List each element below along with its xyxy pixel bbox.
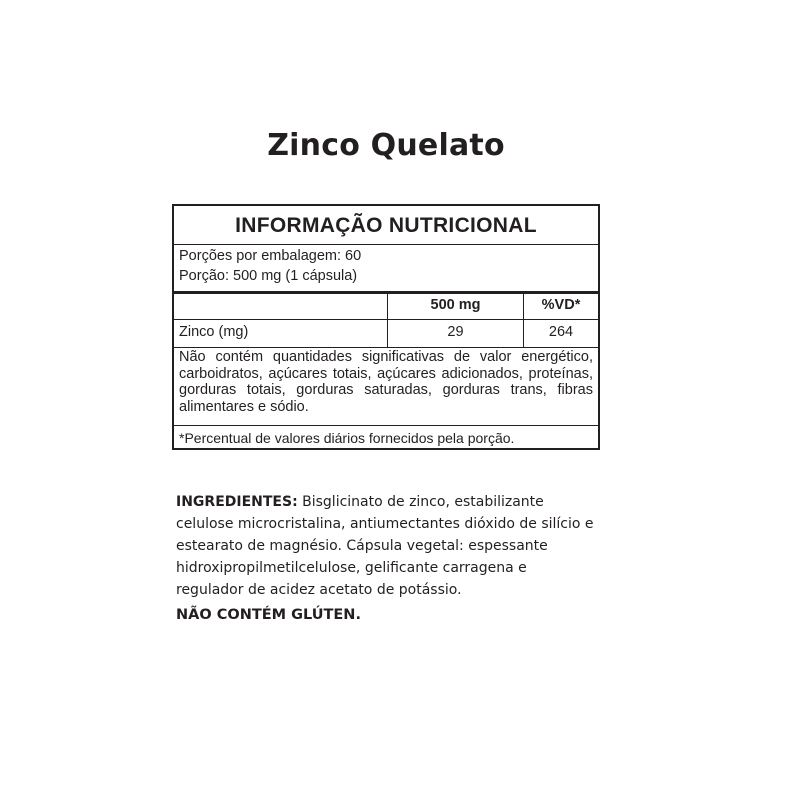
divider <box>174 319 598 320</box>
nutrition-table-title: INFORMAÇÃO NUTRICIONAL <box>235 214 537 237</box>
serving-size: Porção: 500 mg (1 cápsula) <box>179 268 358 284</box>
ingredients-label: INGREDIENTES: <box>176 494 298 510</box>
ingredients-block <box>176 491 596 601</box>
thick-divider <box>174 291 598 294</box>
nutrient-dv: 264 <box>548 324 574 340</box>
divider <box>174 347 598 348</box>
nutrient-amount: 29 <box>447 324 464 340</box>
nutrient-name: Zinco (mg) <box>179 324 249 340</box>
nutrition-facts-table <box>172 204 600 450</box>
divider <box>174 425 598 426</box>
divider <box>174 244 598 245</box>
dv-footnote: *Percentual de valores diários fornecidos pela porção. <box>179 430 515 446</box>
not-significant-statement: Não contém quantidades significativas de valor energético, carboidratos, açúcares totais, açúcares adicionados, proteínas, gorduras totais, gorduras saturadas, gorduras trans, fibras alimentares e sódio. <box>179 349 593 415</box>
product-title: Zinco Quelato <box>267 128 505 163</box>
ingredients-text: Bisglicinato de zinco, estabilizante celulose microcristalina, antiumectantes dióxido de silício e estearato de magnésio. Cápsula vegetal: espessante hidroxipropilmetilcelulose, gelificante carragena e regulador de acidez acetato de potássio. <box>176 494 594 598</box>
column-header-dv: %VD* <box>541 297 581 313</box>
column-header-amount: 500 mg <box>430 297 481 313</box>
gluten-notice: NÃO CONTÉM GLÚTEN. <box>176 607 361 623</box>
servings-per-package: Porções por embalagem: 60 <box>179 248 362 264</box>
